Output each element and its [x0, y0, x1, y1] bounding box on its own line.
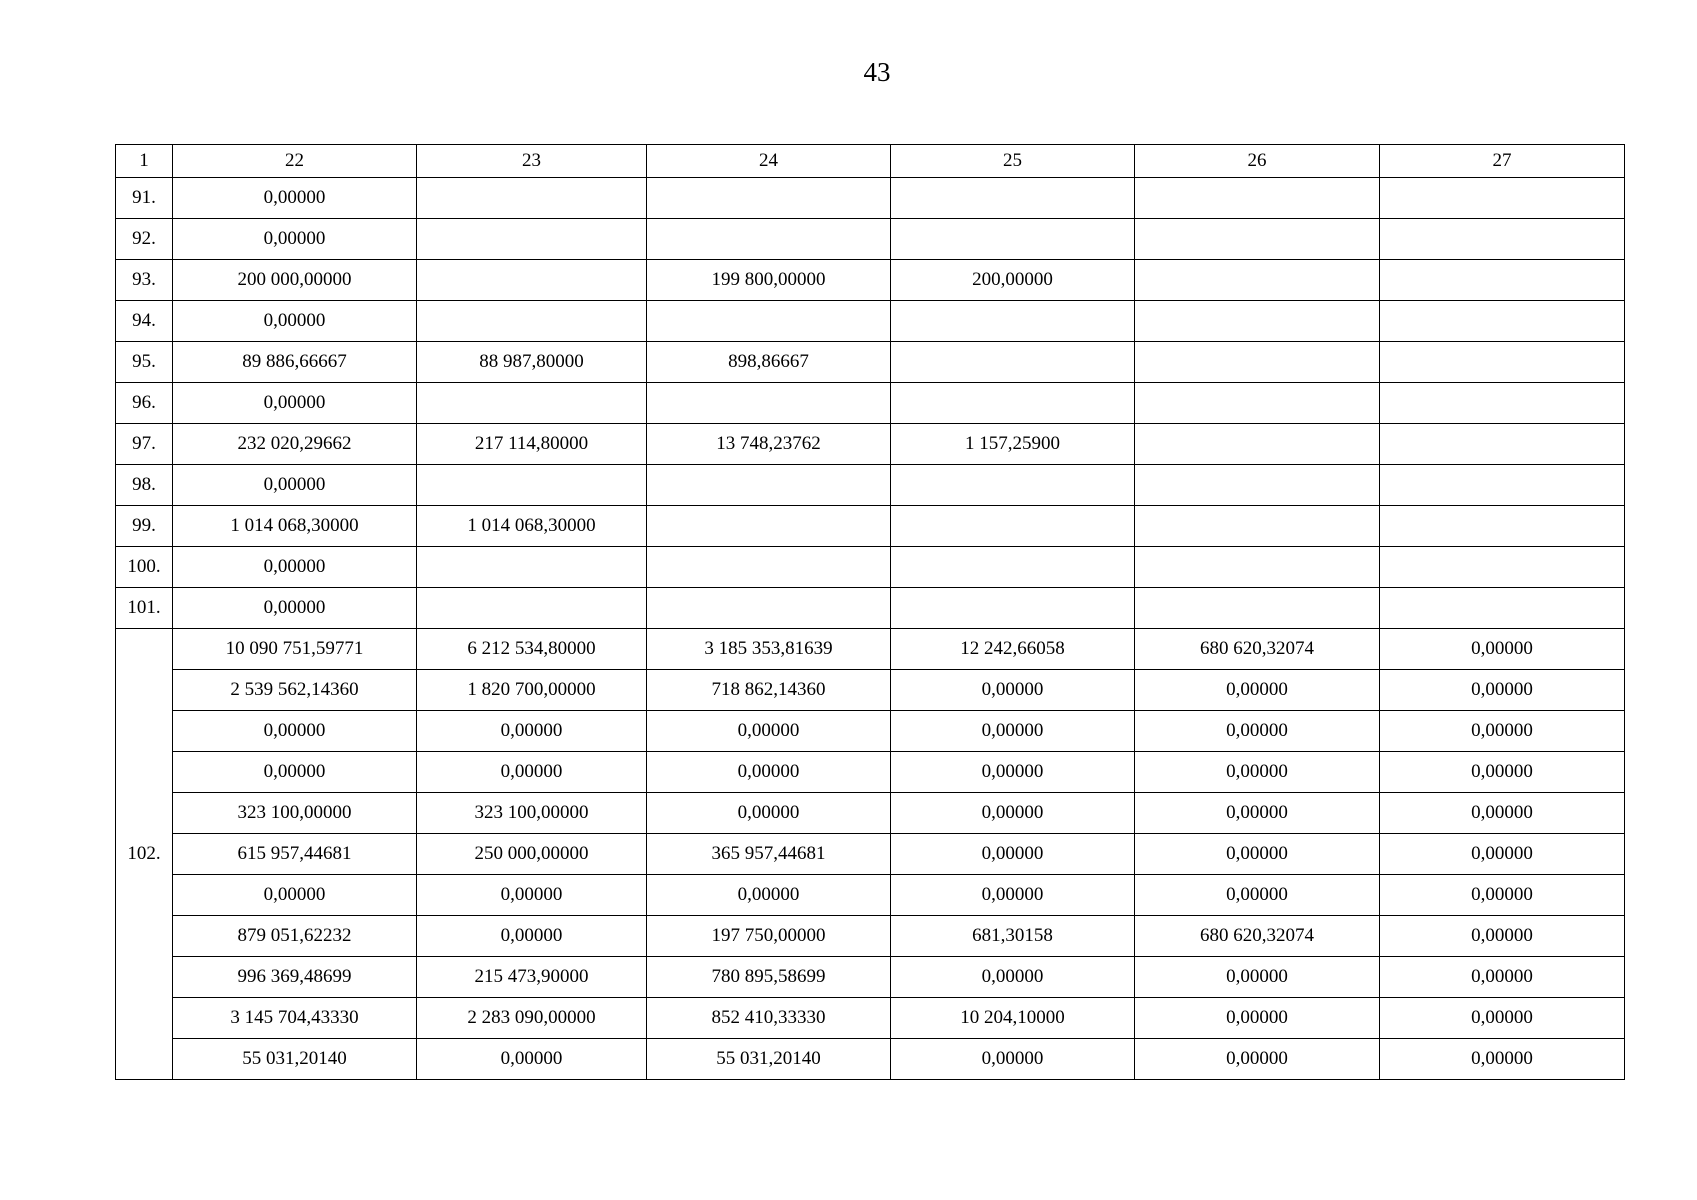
header-cell: 24	[647, 145, 891, 178]
table-cell: 0,00000	[1380, 957, 1625, 998]
table-row	[116, 875, 1625, 916]
table-row	[116, 752, 1625, 793]
table-cell	[647, 506, 891, 547]
row-number: 102.	[116, 629, 173, 1080]
table-cell: 200,00000	[891, 260, 1135, 301]
table-cell: 0,00000	[647, 752, 891, 793]
table-row	[116, 547, 1625, 588]
table-cell: 3 145 704,43330	[173, 998, 417, 1039]
table-cell	[417, 588, 647, 629]
table-cell: 0,00000	[173, 711, 417, 752]
table-row	[116, 424, 1625, 465]
table-cell	[891, 547, 1135, 588]
row-number: 100.	[116, 547, 173, 588]
table-cell: 0,00000	[891, 752, 1135, 793]
table-cell: 10 090 751,59771	[173, 629, 417, 670]
table-cell: 0,00000	[173, 547, 417, 588]
table-cell: 3 185 353,81639	[647, 629, 891, 670]
table-cell	[417, 383, 647, 424]
table-cell: 680 620,32074	[1135, 629, 1380, 670]
table-row	[116, 260, 1625, 301]
table-cell: 0,00000	[1135, 957, 1380, 998]
row-number: 92.	[116, 219, 173, 260]
table-cell	[647, 219, 891, 260]
table-cell: 88 987,80000	[417, 342, 647, 383]
table-cell: 1 820 700,00000	[417, 670, 647, 711]
table-cell	[417, 301, 647, 342]
table-cell: 0,00000	[1380, 875, 1625, 916]
table-cell	[1380, 178, 1625, 219]
table-row	[116, 465, 1625, 506]
table-row	[116, 178, 1625, 219]
table-cell: 215 473,90000	[417, 957, 647, 998]
table-row	[116, 834, 1625, 875]
table-cell: 0,00000	[891, 1039, 1135, 1080]
table-cell	[1135, 588, 1380, 629]
table-cell: 217 114,80000	[417, 424, 647, 465]
header-cell: 1	[116, 145, 173, 178]
table-cell	[1380, 383, 1625, 424]
table-cell: 0,00000	[417, 1039, 647, 1080]
table-cell: 0,00000	[1380, 670, 1625, 711]
table-cell: 0,00000	[173, 875, 417, 916]
table-cell	[1135, 383, 1380, 424]
table-cell	[891, 342, 1135, 383]
table-cell	[417, 465, 647, 506]
table-cell: 0,00000	[173, 465, 417, 506]
table-row	[116, 588, 1625, 629]
table-cell: 0,00000	[1135, 752, 1380, 793]
table-cell: 680 620,32074	[1135, 916, 1380, 957]
table-cell: 0,00000	[173, 383, 417, 424]
table-cell: 55 031,20140	[173, 1039, 417, 1080]
row-number: 99.	[116, 506, 173, 547]
table-cell: 10 204,10000	[891, 998, 1135, 1039]
table-cell: 0,00000	[1135, 1039, 1380, 1080]
table-cell	[1380, 342, 1625, 383]
table-cell: 718 862,14360	[647, 670, 891, 711]
table-cell	[1380, 301, 1625, 342]
table-cell	[1380, 506, 1625, 547]
table-row	[116, 301, 1625, 342]
table-cell: 0,00000	[1135, 998, 1380, 1039]
header-row	[116, 145, 1625, 178]
table-cell: 2 283 090,00000	[417, 998, 647, 1039]
table-cell	[417, 260, 647, 301]
table-cell	[1135, 506, 1380, 547]
row-number: 93.	[116, 260, 173, 301]
table-cell: 898,86667	[647, 342, 891, 383]
table-cell: 0,00000	[173, 301, 417, 342]
table-row	[116, 998, 1625, 1039]
table-cell: 365 957,44681	[647, 834, 891, 875]
table-cell	[1380, 219, 1625, 260]
table-cell	[647, 588, 891, 629]
table-cell: 1 157,25900	[891, 424, 1135, 465]
table-cell: 250 000,00000	[417, 834, 647, 875]
table-cell	[1135, 342, 1380, 383]
table-cell: 55 031,20140	[647, 1039, 891, 1080]
table-cell: 1 014 068,30000	[417, 506, 647, 547]
table-cell: 6 212 534,80000	[417, 629, 647, 670]
table-cell: 0,00000	[1380, 629, 1625, 670]
table-row	[116, 629, 1625, 670]
table-cell	[1380, 547, 1625, 588]
table-cell: 0,00000	[647, 711, 891, 752]
table-cell: 0,00000	[417, 916, 647, 957]
table-cell	[647, 383, 891, 424]
table-cell	[1380, 424, 1625, 465]
table-cell: 1 014 068,30000	[173, 506, 417, 547]
table-cell: 0,00000	[1135, 834, 1380, 875]
table-cell	[1135, 465, 1380, 506]
table-cell: 780 895,58699	[647, 957, 891, 998]
table-cell	[891, 301, 1135, 342]
table-cell	[1135, 260, 1380, 301]
table-cell: 89 886,66667	[173, 342, 417, 383]
header-cell: 25	[891, 145, 1135, 178]
table-cell: 879 051,62232	[173, 916, 417, 957]
data-table	[115, 144, 1625, 1080]
table-cell	[1135, 178, 1380, 219]
table-cell: 0,00000	[647, 793, 891, 834]
table-row	[116, 383, 1625, 424]
table-row	[116, 957, 1625, 998]
row-number: 96.	[116, 383, 173, 424]
table-cell: 0,00000	[417, 711, 647, 752]
table-cell	[891, 178, 1135, 219]
table-cell: 0,00000	[647, 875, 891, 916]
table-cell: 681,30158	[891, 916, 1135, 957]
table-cell: 232 020,29662	[173, 424, 417, 465]
table-cell: 0,00000	[1380, 752, 1625, 793]
table-cell: 13 748,23762	[647, 424, 891, 465]
row-number: 101.	[116, 588, 173, 629]
table-cell: 323 100,00000	[173, 793, 417, 834]
row-number: 91.	[116, 178, 173, 219]
table-cell: 0,00000	[891, 793, 1135, 834]
table-cell: 0,00000	[1380, 1039, 1625, 1080]
table-cell	[1380, 588, 1625, 629]
table-cell: 0,00000	[1380, 834, 1625, 875]
table-cell: 0,00000	[173, 752, 417, 793]
table-cell: 200 000,00000	[173, 260, 417, 301]
table-cell	[417, 178, 647, 219]
table-cell: 0,00000	[1380, 916, 1625, 957]
table-cell: 199 800,00000	[647, 260, 891, 301]
table-cell: 0,00000	[891, 875, 1135, 916]
table-cell	[417, 547, 647, 588]
header-cell: 23	[417, 145, 647, 178]
table-row	[116, 916, 1625, 957]
header-cell: 26	[1135, 145, 1380, 178]
table-cell: 0,00000	[891, 834, 1135, 875]
table-body	[116, 178, 1625, 1080]
table-cell: 615 957,44681	[173, 834, 417, 875]
table-cell: 0,00000	[891, 957, 1135, 998]
table-cell	[891, 465, 1135, 506]
table-cell: 0,00000	[1135, 670, 1380, 711]
row-number: 97.	[116, 424, 173, 465]
table-cell: 0,00000	[1380, 793, 1625, 834]
table-cell	[891, 588, 1135, 629]
table-cell: 0,00000	[1380, 711, 1625, 752]
table-cell: 996 369,48699	[173, 957, 417, 998]
table-cell	[647, 178, 891, 219]
table-row	[116, 670, 1625, 711]
table-cell	[1135, 219, 1380, 260]
table-cell: 0,00000	[417, 875, 647, 916]
table-cell: 852 410,33330	[647, 998, 891, 1039]
page-number: 43	[863, 57, 891, 87]
table-cell: 323 100,00000	[417, 793, 647, 834]
table-cell: 0,00000	[1135, 875, 1380, 916]
table-cell: 0,00000	[173, 219, 417, 260]
table-cell: 0,00000	[173, 178, 417, 219]
table-cell	[647, 465, 891, 506]
row-number: 94.	[116, 301, 173, 342]
table-cell	[1135, 424, 1380, 465]
table-cell	[1135, 547, 1380, 588]
table-cell	[1380, 260, 1625, 301]
table-cell	[647, 547, 891, 588]
table-cell: 0,00000	[891, 711, 1135, 752]
row-number: 98.	[116, 465, 173, 506]
table-cell	[1380, 465, 1625, 506]
header-cell: 27	[1380, 145, 1625, 178]
table-row	[116, 1039, 1625, 1080]
table-cell: 0,00000	[1380, 998, 1625, 1039]
table-cell	[891, 219, 1135, 260]
header-cell: 22	[173, 145, 417, 178]
table-cell: 0,00000	[1135, 793, 1380, 834]
table-cell: 2 539 562,14360	[173, 670, 417, 711]
table-cell	[1135, 301, 1380, 342]
table-cell: 0,00000	[173, 588, 417, 629]
table-cell: 0,00000	[417, 752, 647, 793]
table-cell	[891, 383, 1135, 424]
table-cell: 197 750,00000	[647, 916, 891, 957]
table-row	[116, 219, 1625, 260]
table-row	[116, 793, 1625, 834]
table-row	[116, 506, 1625, 547]
table-cell: 0,00000	[1135, 711, 1380, 752]
table-cell	[891, 506, 1135, 547]
table-cell	[647, 301, 891, 342]
table-row	[116, 711, 1625, 752]
table-cell: 0,00000	[891, 670, 1135, 711]
table-cell	[417, 219, 647, 260]
table-row	[116, 342, 1625, 383]
row-number: 95.	[116, 342, 173, 383]
table-cell: 12 242,66058	[891, 629, 1135, 670]
